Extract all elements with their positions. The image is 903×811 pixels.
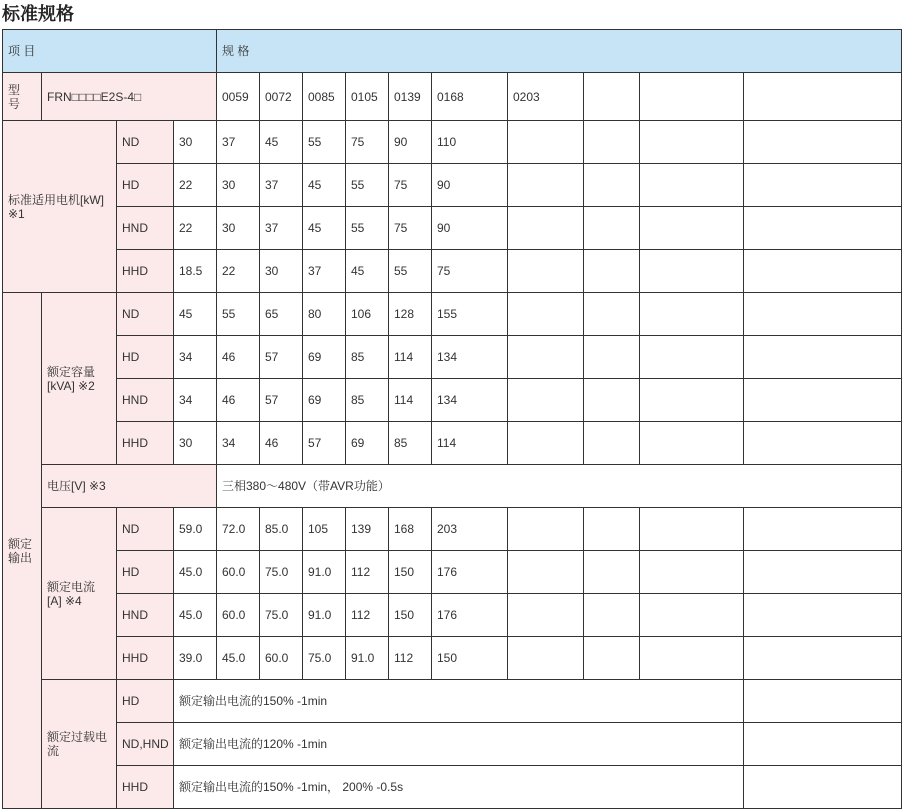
voltage-label-cell <box>42 465 217 508</box>
current-value-cell <box>217 508 260 551</box>
motor-value-text: 22 <box>179 221 193 235</box>
motor-value-text: 75 <box>394 221 408 235</box>
capacity-value-text: 85 <box>351 350 365 364</box>
empty-cell <box>584 508 640 551</box>
empty-cell <box>744 766 902 809</box>
current-value-cell <box>260 594 303 637</box>
capacity-value-text: 57 <box>265 393 279 407</box>
current-value-text: 112 <box>394 651 414 665</box>
model-code-text: 0072 <box>265 89 292 104</box>
current-value-text: 139 <box>351 522 372 536</box>
current-rating-cell <box>117 551 174 594</box>
overload-value-text: 额定输出电流的150% -1min <box>179 694 328 708</box>
empty-cell <box>744 250 902 293</box>
motor-value-text: 90 <box>394 135 408 149</box>
current-value-cell <box>303 594 346 637</box>
header-item-cell <box>3 30 217 73</box>
overload-rating-cell <box>117 680 174 723</box>
empty-cell <box>640 293 744 336</box>
current-value-cell <box>260 637 303 680</box>
motor-value-cell <box>174 121 217 164</box>
current-value-text: 45.0 <box>222 651 246 665</box>
empty-cell <box>744 594 902 637</box>
model-code-cell <box>508 73 584 121</box>
motor-rating-cell <box>117 250 174 293</box>
output-label-cell <box>3 293 42 809</box>
motor-rating-text: ND <box>122 135 140 149</box>
model-pattern-text: FRN□□□□E2S-4□ <box>47 89 142 104</box>
current-rating-cell <box>117 594 174 637</box>
overload-value-cell <box>174 680 744 723</box>
current-value-cell <box>303 508 346 551</box>
motor-value-text: 18.5 <box>179 264 203 278</box>
empty-cell <box>640 336 744 379</box>
motor-value-cell <box>217 164 260 207</box>
capacity-value-text: 134 <box>437 393 458 407</box>
capacity-value-text: 65 <box>265 307 279 321</box>
current-value-cell <box>432 508 508 551</box>
model-code-cell <box>389 73 432 121</box>
current-rating-cell <box>117 637 174 680</box>
capacity-value-text: 46 <box>222 393 236 407</box>
capacity-rating-cell <box>117 293 174 336</box>
capacity-value-cell <box>260 336 303 379</box>
capacity-value-cell <box>346 422 389 465</box>
capacity-value-cell <box>174 379 217 422</box>
overload-rating-cell <box>117 723 174 766</box>
current-value-cell <box>389 637 432 680</box>
model-code-cell <box>303 73 346 121</box>
overload-value-cell <box>174 723 744 766</box>
empty-cell <box>744 723 902 766</box>
model-code-text: 0168 <box>437 89 464 104</box>
header-spec-text: 规 格 <box>222 44 250 58</box>
motor-rating-cell <box>117 164 174 207</box>
current-rating-text: HD <box>122 565 140 579</box>
capacity-value-cell <box>303 336 346 379</box>
empty-cell <box>744 73 902 121</box>
capacity-value-cell <box>260 422 303 465</box>
current-value-cell <box>346 551 389 594</box>
model-code-text: 0059 <box>222 89 249 104</box>
overload-value-text: 额定输出电流的120% -1min <box>179 737 328 751</box>
empty-cell <box>744 422 902 465</box>
empty-cell <box>640 508 744 551</box>
empty-cell <box>744 637 902 680</box>
empty-cell <box>508 508 584 551</box>
empty-cell <box>744 207 902 250</box>
current-value-text: 105 <box>308 522 329 536</box>
motor-value-cell <box>303 250 346 293</box>
voltage-value-text: 三相380～480V（带AVR功能） <box>222 479 390 493</box>
capacity-rating-text: HHD <box>122 436 148 450</box>
capacity-value-text: 46 <box>222 350 236 364</box>
empty-cell <box>640 73 744 121</box>
motor-value-text: 75 <box>351 135 365 149</box>
capacity-value-cell <box>260 293 303 336</box>
overload-value-cell <box>174 766 744 809</box>
empty-cell <box>584 594 640 637</box>
capacity-rating-cell <box>117 379 174 422</box>
empty-cell <box>640 594 744 637</box>
capacity-rating-text: ND <box>122 307 140 321</box>
motor-value-text: 55 <box>394 264 408 278</box>
capacity-value-cell <box>432 293 508 336</box>
empty-cell <box>584 637 640 680</box>
capacity-value-cell <box>432 379 508 422</box>
empty-cell <box>744 551 902 594</box>
motor-value-text: 55 <box>308 135 322 149</box>
empty-cell <box>640 379 744 422</box>
motor-value-text: 45 <box>308 178 322 192</box>
motor-label-text: 标准适用电机[kW] ※1 <box>8 192 104 221</box>
empty-cell <box>744 336 902 379</box>
current-value-text: 72.0 <box>222 522 246 536</box>
current-value-cell <box>174 508 217 551</box>
empty-cell <box>640 164 744 207</box>
model-code-cell <box>432 73 508 121</box>
model-code-text: 0085 <box>308 89 335 104</box>
capacity-value-cell <box>389 336 432 379</box>
motor-value-cell <box>432 250 508 293</box>
current-value-cell <box>389 508 432 551</box>
capacity-value-text: 30 <box>179 436 193 450</box>
empty-cell <box>744 293 902 336</box>
motor-value-text: 37 <box>222 135 236 149</box>
motor-value-cell <box>174 164 217 207</box>
capacity-value-text: 34 <box>179 393 193 407</box>
capacity-value-cell <box>303 293 346 336</box>
current-value-text: 91.0 <box>308 565 332 579</box>
current-value-text: 112 <box>351 608 371 622</box>
motor-value-cell <box>432 121 508 164</box>
motor-value-text: 30 <box>222 221 236 235</box>
capacity-rating-cell <box>117 422 174 465</box>
motor-value-text: 45 <box>351 264 365 278</box>
capacity-value-text: 57 <box>265 350 279 364</box>
current-value-text: 150 <box>437 651 458 665</box>
capacity-value-cell <box>303 422 346 465</box>
current-value-cell <box>217 637 260 680</box>
motor-value-text: 45 <box>308 221 322 235</box>
motor-value-cell <box>432 207 508 250</box>
capacity-value-cell <box>346 336 389 379</box>
empty-cell <box>584 73 640 121</box>
current-value-text: 91.0 <box>308 608 332 622</box>
capacity-value-cell <box>432 336 508 379</box>
capacity-value-text: 106 <box>351 307 372 321</box>
capacity-value-text: 134 <box>437 350 458 364</box>
overload-label-text: 额定过载电流 <box>47 730 108 758</box>
empty-cell <box>508 637 584 680</box>
motor-value-text: 22 <box>179 178 193 192</box>
current-value-cell <box>346 508 389 551</box>
motor-rating-text: HND <box>122 221 148 235</box>
motor-value-text: 30 <box>179 135 193 149</box>
current-rating-text: HHD <box>122 651 148 665</box>
overload-rating-text: HD <box>122 694 140 708</box>
current-value-cell <box>174 594 217 637</box>
current-value-text: 75.0 <box>265 608 289 622</box>
current-rating-cell <box>117 508 174 551</box>
motor-value-cell <box>260 250 303 293</box>
current-value-cell <box>389 594 432 637</box>
capacity-value-text: 114 <box>437 436 457 450</box>
motor-value-cell <box>346 207 389 250</box>
capacity-value-text: 55 <box>222 307 236 321</box>
current-value-cell <box>432 637 508 680</box>
motor-value-cell <box>260 207 303 250</box>
current-rating-text: HND <box>122 608 148 622</box>
capacity-value-text: 45 <box>179 307 193 321</box>
empty-cell <box>744 508 902 551</box>
current-rating-text: ND <box>122 522 140 536</box>
voltage-value-cell <box>217 465 902 508</box>
capacity-value-text: 114 <box>394 393 414 407</box>
model-label-cell <box>3 73 42 121</box>
capacity-value-cell <box>174 336 217 379</box>
motor-value-text: 45 <box>265 135 279 149</box>
model-code-cell <box>217 73 260 121</box>
current-value-text: 60.0 <box>222 565 246 579</box>
capacity-value-text: 34 <box>222 436 236 450</box>
current-value-cell <box>260 551 303 594</box>
motor-value-text: 30 <box>265 264 279 278</box>
empty-cell <box>508 121 584 164</box>
motor-value-cell <box>217 207 260 250</box>
page-title: 标准规格 <box>2 4 74 24</box>
motor-value-cell <box>346 250 389 293</box>
motor-value-text: 55 <box>351 221 365 235</box>
current-value-text: 75.0 <box>265 565 289 579</box>
current-value-cell <box>174 637 217 680</box>
current-label-cell <box>42 508 117 680</box>
current-value-cell <box>432 551 508 594</box>
capacity-rating-text: HD <box>122 350 140 364</box>
motor-value-cell <box>346 164 389 207</box>
current-value-cell <box>260 508 303 551</box>
capacity-value-cell <box>389 422 432 465</box>
current-value-text: 85.0 <box>265 522 289 536</box>
current-value-cell <box>217 594 260 637</box>
current-value-cell <box>217 551 260 594</box>
current-value-text: 39.0 <box>179 651 203 665</box>
current-value-text: 75.0 <box>308 651 332 665</box>
motor-rating-text: HHD <box>122 264 148 278</box>
capacity-value-text: 34 <box>179 350 193 364</box>
motor-value-text: 37 <box>265 178 279 192</box>
current-value-text: 45.0 <box>179 608 203 622</box>
capacity-value-text: 114 <box>394 350 414 364</box>
capacity-value-text: 69 <box>308 350 322 364</box>
empty-cell <box>744 121 902 164</box>
empty-cell <box>584 551 640 594</box>
current-value-cell <box>174 551 217 594</box>
motor-value-cell <box>174 250 217 293</box>
current-value-cell <box>389 551 432 594</box>
header-item-text: 项 目 <box>8 44 36 58</box>
current-value-text: 150 <box>394 608 415 622</box>
empty-cell <box>640 551 744 594</box>
current-value-cell <box>303 637 346 680</box>
capacity-rating-text: HND <box>122 393 148 407</box>
motor-value-text: 37 <box>265 221 279 235</box>
current-value-text: 60.0 <box>265 651 289 665</box>
motor-value-text: 30 <box>222 178 236 192</box>
capacity-value-cell <box>303 379 346 422</box>
current-value-text: 59.0 <box>179 522 203 536</box>
model-code-text: 0105 <box>351 89 378 104</box>
empty-cell <box>584 422 640 465</box>
empty-cell <box>640 207 744 250</box>
empty-cell <box>640 422 744 465</box>
motor-value-text: 37 <box>308 264 322 278</box>
model-code-text: 0203 <box>513 89 540 104</box>
motor-rating-cell <box>117 121 174 164</box>
empty-cell <box>744 680 902 723</box>
overload-rating-cell <box>117 766 174 809</box>
empty-cell <box>584 379 640 422</box>
overload-value-text: 额定输出电流的150% -1min， 200% -0.5s <box>179 780 404 794</box>
empty-cell <box>508 379 584 422</box>
empty-cell <box>640 250 744 293</box>
empty-cell <box>584 164 640 207</box>
empty-cell <box>744 379 902 422</box>
current-value-text: 45.0 <box>179 565 203 579</box>
current-value-text: 176 <box>437 608 458 622</box>
motor-value-cell <box>217 121 260 164</box>
capacity-value-text: 57 <box>308 436 322 450</box>
capacity-value-cell <box>432 422 508 465</box>
motor-value-cell <box>303 207 346 250</box>
capacity-label-cell <box>42 293 117 465</box>
empty-cell <box>584 121 640 164</box>
current-value-cell <box>346 637 389 680</box>
motor-value-cell <box>303 121 346 164</box>
overload-rating-text: HHD <box>122 780 148 794</box>
current-value-text: 168 <box>394 522 415 536</box>
capacity-value-cell <box>389 293 432 336</box>
capacity-value-text: 46 <box>265 436 279 450</box>
empty-cell <box>584 336 640 379</box>
motor-label-cell <box>3 121 117 293</box>
motor-value-cell <box>260 121 303 164</box>
motor-value-cell <box>260 164 303 207</box>
motor-value-text: 22 <box>222 264 236 278</box>
capacity-value-cell <box>346 379 389 422</box>
capacity-value-text: 155 <box>437 307 458 321</box>
header-spec-cell <box>217 30 902 73</box>
capacity-value-text: 128 <box>394 307 415 321</box>
current-label-text: 额定电流[A] ※4 <box>47 579 96 608</box>
empty-cell <box>508 336 584 379</box>
model-code-text: 0139 <box>394 89 421 104</box>
capacity-value-text: 85 <box>394 436 408 450</box>
capacity-value-cell <box>174 422 217 465</box>
empty-cell <box>584 293 640 336</box>
capacity-value-text: 80 <box>308 307 322 321</box>
current-value-cell <box>303 551 346 594</box>
motor-value-text: 110 <box>437 135 457 149</box>
capacity-value-cell <box>217 422 260 465</box>
capacity-value-text: 69 <box>351 436 365 450</box>
spec-table <box>2 29 902 809</box>
capacity-value-cell <box>346 293 389 336</box>
motor-value-text: 55 <box>351 178 365 192</box>
motor-value-cell <box>217 250 260 293</box>
current-value-text: 91.0 <box>351 651 375 665</box>
capacity-value-text: 85 <box>351 393 365 407</box>
empty-cell <box>508 594 584 637</box>
capacity-value-cell <box>217 293 260 336</box>
empty-cell <box>744 164 902 207</box>
capacity-value-cell <box>217 379 260 422</box>
capacity-label-text: 额定容量[kVA] ※2 <box>47 364 96 393</box>
motor-value-cell <box>346 121 389 164</box>
empty-cell <box>640 121 744 164</box>
current-value-text: 60.0 <box>222 608 246 622</box>
model-label-text: 型号 <box>8 82 21 111</box>
voltage-label-text: 电压[V] ※3 <box>47 479 106 493</box>
current-value-text: 112 <box>351 565 371 579</box>
motor-value-cell <box>389 121 432 164</box>
motor-value-cell <box>389 207 432 250</box>
empty-cell <box>508 207 584 250</box>
capacity-value-cell <box>174 293 217 336</box>
overload-rating-text: ND,HND <box>122 737 169 751</box>
current-value-text: 176 <box>437 565 458 579</box>
capacity-value-cell <box>389 379 432 422</box>
empty-cell <box>508 293 584 336</box>
empty-cell <box>508 164 584 207</box>
capacity-value-text: 69 <box>308 393 322 407</box>
empty-cell <box>584 207 640 250</box>
motor-value-text: 75 <box>394 178 408 192</box>
current-value-text: 150 <box>394 565 415 579</box>
capacity-value-cell <box>217 336 260 379</box>
output-label-text: 额定输出 <box>8 536 33 565</box>
motor-value-cell <box>303 164 346 207</box>
model-code-cell <box>346 73 389 121</box>
motor-value-text: 90 <box>437 221 451 235</box>
capacity-rating-cell <box>117 336 174 379</box>
empty-cell <box>584 250 640 293</box>
empty-cell <box>640 637 744 680</box>
empty-cell <box>508 250 584 293</box>
motor-rating-cell <box>117 207 174 250</box>
current-value-cell <box>432 594 508 637</box>
motor-value-cell <box>174 207 217 250</box>
motor-value-text: 90 <box>437 178 451 192</box>
overload-label-cell <box>42 680 117 809</box>
model-pattern-cell <box>42 73 217 121</box>
current-value-text: 203 <box>437 522 458 536</box>
motor-value-cell <box>432 164 508 207</box>
motor-value-text: 75 <box>437 264 451 278</box>
motor-rating-text: HD <box>122 178 140 192</box>
model-code-cell <box>260 73 303 121</box>
capacity-value-cell <box>260 379 303 422</box>
current-value-cell <box>346 594 389 637</box>
motor-value-cell <box>389 164 432 207</box>
empty-cell <box>508 551 584 594</box>
empty-cell <box>508 422 584 465</box>
motor-value-cell <box>389 250 432 293</box>
